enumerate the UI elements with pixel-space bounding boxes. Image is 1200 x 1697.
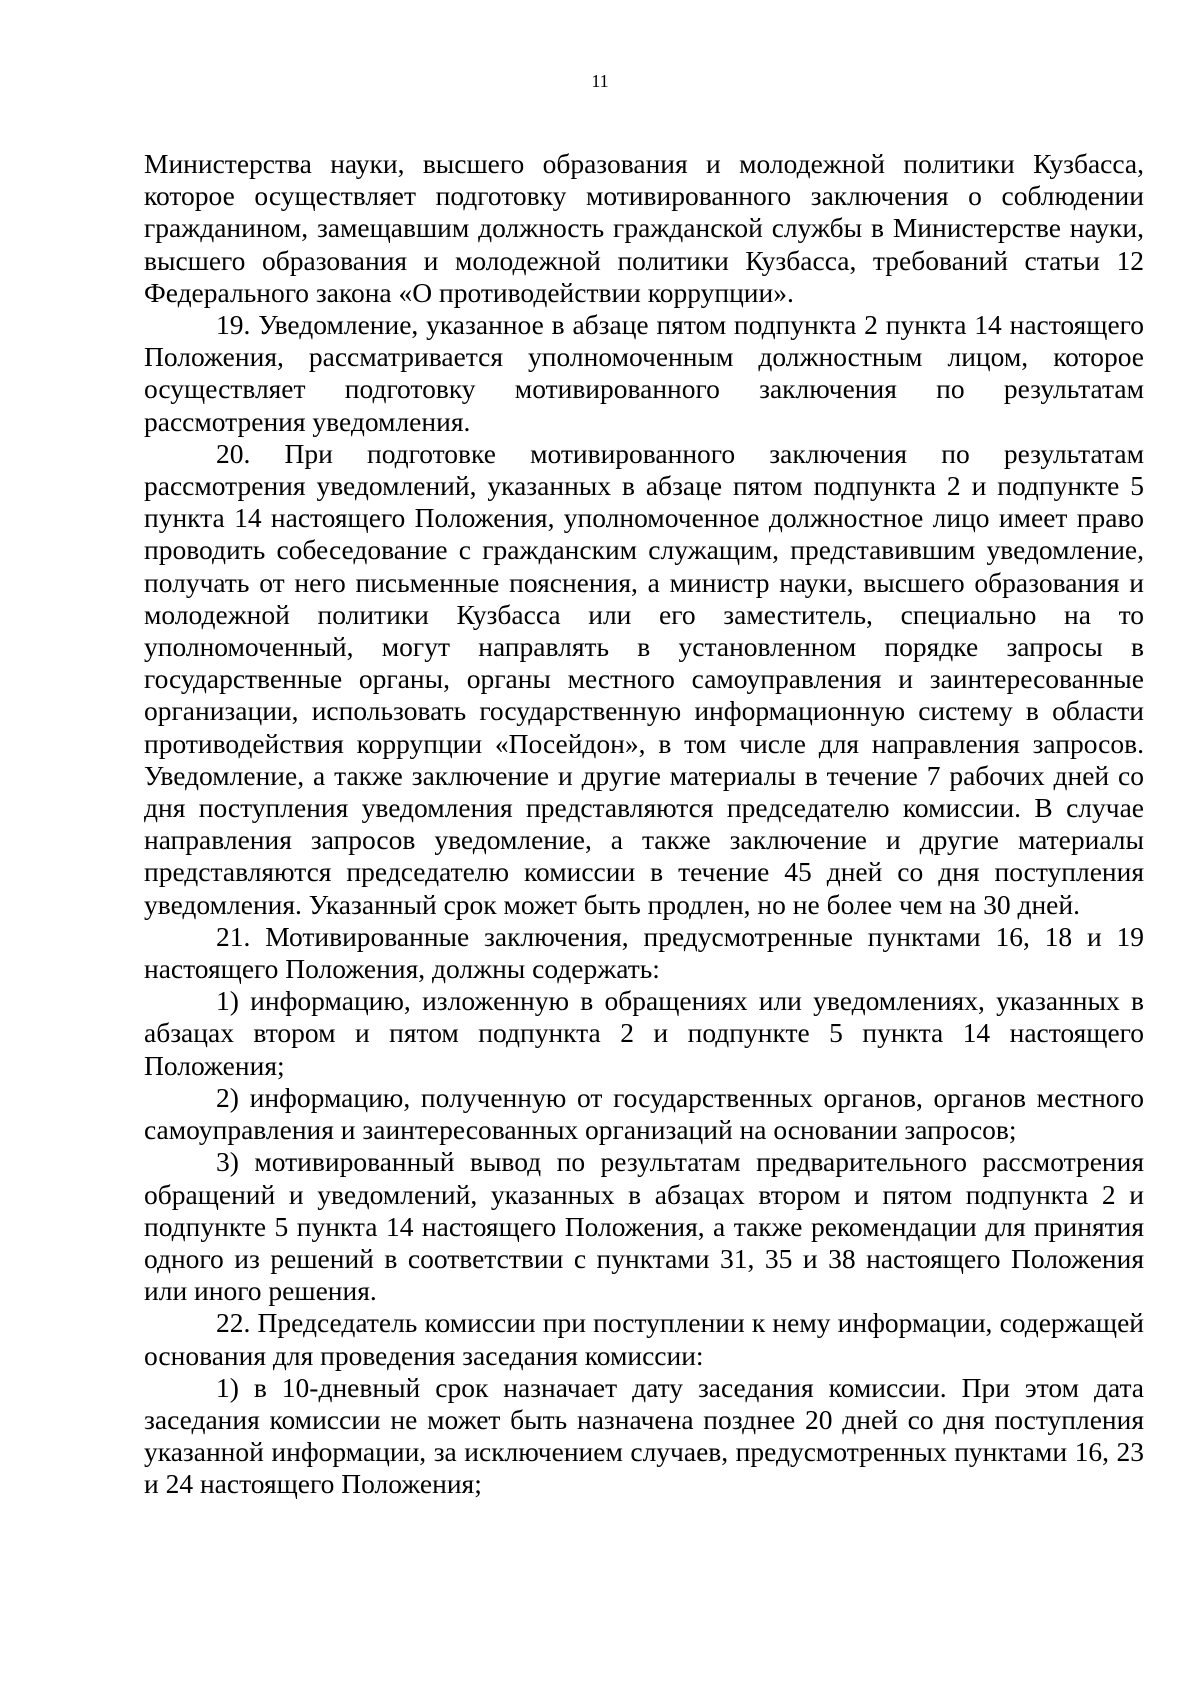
paragraph-item-21-2: 2) информацию, полученную от государственных органов, органов местного самоуправления и заинтересованных организаций на основании запросов;: [144, 1081, 1144, 1146]
paragraph-item-19: 19. Уведомление, указанное в абзаце пятом подпункта 2 пункта 14 настоящего Положения, рассматривается уполномоченным должностным лицом, которое осуществляет подготовку мотивированного заключения по результатам рассмотрения уведомления.: [144, 309, 1144, 437]
paragraph-continuation: Министерства науки, высшего образования и молодежной политики Кузбасса, которое осуществляет подготовку мотивированного заключения о соблюдении гражданином, замещавшим должность гражданской службы в Министерстве науки, высшего образования и молодежной политики Кузбасса, требований статьи 12 Федерального закона «О противодействии коррупции».: [144, 148, 1144, 308]
paragraph-item-20: 20. При подготовке мотивированного заключения по результатам рассмотрения уведомлений, указанных в абзаце пятом подпункта 2 и подпункте 5 пункта 14 настоящего Положения, уполномоченное должностное лицо имеет право проводить собеседование с гражданским служащим, представившим уведомление, получать от него письменные пояснения, а министр науки, высшего образования и молодежной политики Кузбасса или его заместитель, специально на то уполномоченный, могут направлять в установленном порядке запросы в государственные органы, органы местного самоуправления и заинтересованные организации, использовать государственную информационную систему в области противодействия коррупции «Посейдон», в том числе для направления запросов. Уведомление, а также заключение и другие материалы в течение 7 рабочих дней со дня поступления уведомления представляются председателю комиссии. В случае направления запросов уведомление, а также заключение и другие материалы представляются председателю комиссии в течение 45 дней со дня поступления уведомления. Указанный срок может быть продлен, но не более чем на 30 дней.: [144, 437, 1144, 920]
document-body: [144, 148, 1144, 1501]
paragraph-item-21: 21. Мотивированные заключения, предусмотренные пунктами 16, 18 и 19 настоящего Положения, должны содержать:: [144, 920, 1144, 985]
paragraph-item-21-1: 1) информацию, изложенную в обращениях или уведомлениях, указанных в абзацах втором и пятом подпункта 2 и подпункте 5 пункта 14 настоящего Положения;: [144, 985, 1144, 1081]
page-number: 11: [591, 71, 609, 91]
paragraph-item-21-3: 3) мотивированный вывод по результатам предварительного рассмотрения обращений и уведомлений, указанных в абзацах втором и пятом подпункта 2 и подпункте 5 пункта 14 настоящего Положения, а также рекомендации для принятия одного из решений в соответствии с пунктами 31, 35 и 38 настоящего Положения или иного решения.: [144, 1146, 1144, 1307]
paragraph-item-22-1: 1) в 10-дневный срок назначает дату заседания комиссии. При этом дата заседания комиссии не может быть назначена позднее 20 дней со дня поступления указанной информации, за исключением случаев, предусмотренных пунктами 16, 23 и 24 настоящего Положения;: [144, 1371, 1144, 1500]
paragraph-item-22: 22. Председатель комиссии при поступлении к нему информации, содержащей основания для проведения заседания комиссии:: [144, 1307, 1144, 1371]
